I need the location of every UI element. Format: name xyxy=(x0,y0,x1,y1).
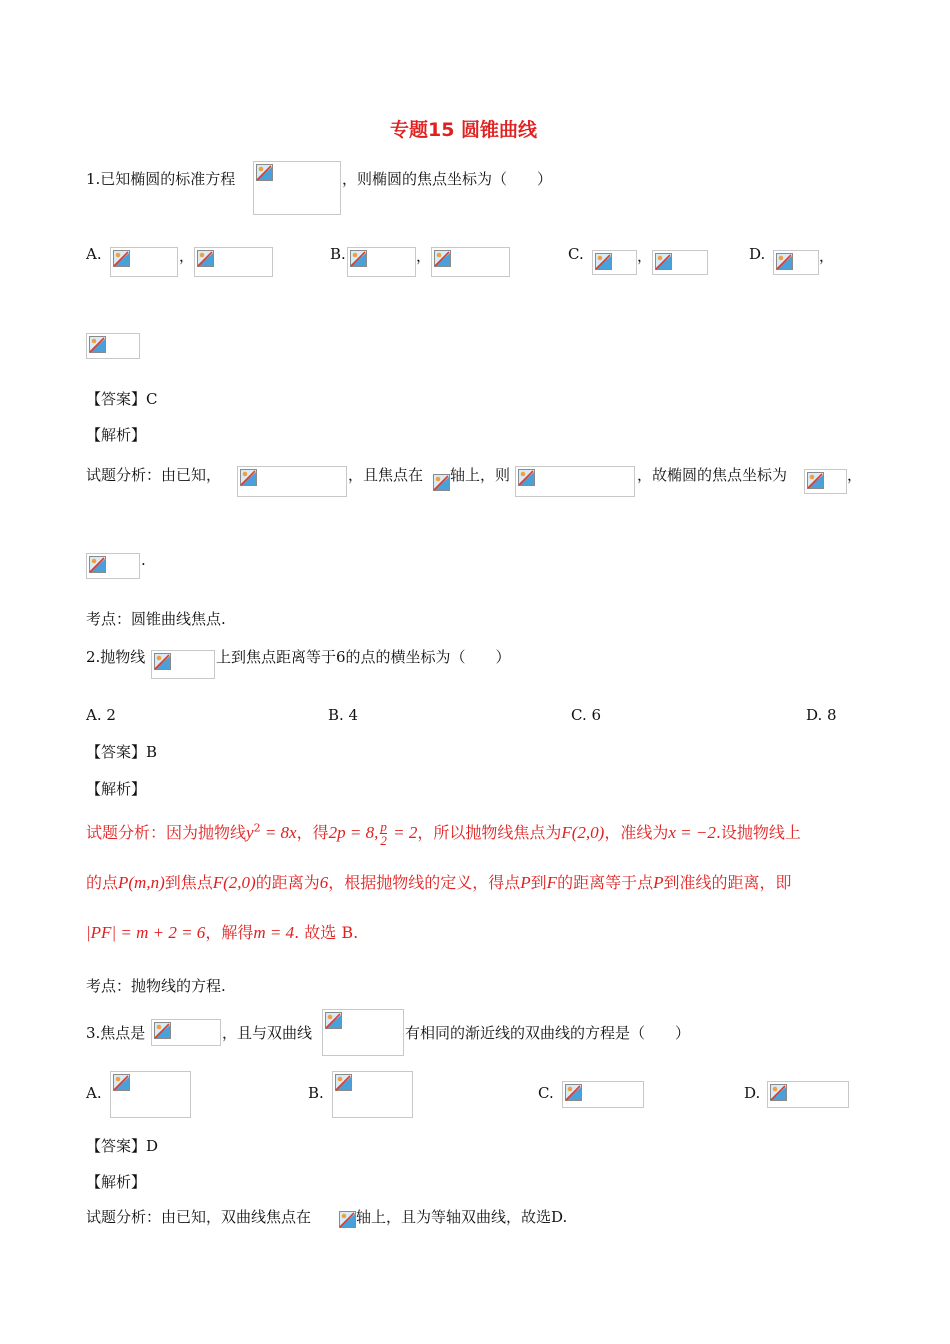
broken-image-icon xyxy=(770,1084,787,1101)
q1-option-a-label: A. xyxy=(86,245,102,263)
q3-analysis-text-a: 试题分析：由已知，双曲线焦点在 xyxy=(86,1208,312,1226)
q1-analysis-text-c: 轴上，则 xyxy=(450,466,511,484)
q2-option-a: A. 2 xyxy=(86,706,116,724)
q1-analysis-image-1 xyxy=(237,466,347,497)
q1-analysis-text-a: 试题分析：由已知， xyxy=(86,466,222,484)
q2-option-c: C. 6 xyxy=(571,706,602,724)
q2-stem-a: 2.抛物线 xyxy=(86,648,146,666)
broken-image-icon xyxy=(776,253,793,270)
broken-image-icon xyxy=(434,250,451,267)
q1-option-d-label: D. xyxy=(749,245,766,263)
math: P xyxy=(653,873,664,892)
q1-option-c-image-1 xyxy=(592,250,637,275)
broken-image-icon xyxy=(565,1084,582,1101)
text: ，解得 xyxy=(205,923,254,942)
text: 的距离为 xyxy=(255,873,320,892)
q1-option-d-image-2 xyxy=(86,333,140,359)
broken-image-icon xyxy=(518,469,535,486)
broken-image-icon xyxy=(154,1022,171,1039)
math: 6 xyxy=(319,873,329,892)
q2-answer: 【答案】B xyxy=(86,743,158,761)
text: 的点 xyxy=(86,873,119,892)
math: P xyxy=(520,873,531,892)
comma: ， xyxy=(179,247,195,265)
math: |PF| = m + 2 = 6 xyxy=(86,923,206,942)
q3-analysis-text-b: 轴上，且为等轴双曲线，故选D. xyxy=(356,1208,568,1226)
q3-option-d-label: D. xyxy=(744,1084,761,1102)
broken-image-icon xyxy=(113,250,130,267)
broken-image-icon xyxy=(595,253,612,270)
q1-option-b-label: B. xyxy=(330,245,346,263)
q2-analysis-line-3 xyxy=(86,920,358,943)
q3-analysis-heading: 【解析】 xyxy=(86,1173,147,1191)
q1-option-a-image-2 xyxy=(194,247,273,277)
q3-analysis-axis-image xyxy=(337,1209,356,1229)
math-2p: 2p = 8, xyxy=(328,823,379,842)
q3-stem-a: 3.焦点是 xyxy=(86,1024,146,1042)
q1-kaodian: 考点：圆锥曲线焦点. xyxy=(86,610,226,628)
text: . 故选 B. xyxy=(294,923,359,942)
broken-image-icon xyxy=(256,164,273,181)
q1-analysis-text-d: ，故椭圆的焦点坐标为 xyxy=(637,466,788,484)
q1-answer: 【答案】C xyxy=(86,390,158,408)
broken-image-icon xyxy=(154,653,171,670)
q1-option-d-image-1 xyxy=(773,250,819,275)
comma: ， xyxy=(819,247,835,265)
text: ，得 xyxy=(296,823,329,842)
broken-image-icon xyxy=(197,250,214,267)
q1-analysis-period: . xyxy=(141,551,146,569)
text: ，根据抛物线的定义，得点 xyxy=(328,873,521,892)
math-fraction xyxy=(380,820,387,847)
text: 的距离等于点 xyxy=(557,873,654,892)
math-2: 2 xyxy=(380,833,387,848)
q1-analysis-image-2 xyxy=(515,466,635,497)
q2-option-d: D. 8 xyxy=(806,706,837,724)
text: ，所以抛物线焦点为 xyxy=(417,823,562,842)
math: F(2,0) xyxy=(212,873,256,892)
q2-option-b: B. 4 xyxy=(328,706,359,724)
q3-option-a-label: A. xyxy=(86,1084,102,1102)
q1-option-c-label: C. xyxy=(568,245,584,263)
q1-option-a-image-1 xyxy=(110,247,178,277)
q3-hyperbola-image xyxy=(322,1009,404,1056)
broken-image-icon xyxy=(655,253,672,270)
q1-option-b-image-1 xyxy=(347,247,416,277)
broken-image-icon xyxy=(350,250,367,267)
q2-kaodian: 考点：抛物线的方程. xyxy=(86,977,226,995)
q1-stem-b: ，则椭圆的焦点坐标为（ ） xyxy=(342,170,553,188)
q1-analysis-image-axis xyxy=(431,472,450,492)
q1-analysis-image-3 xyxy=(804,469,847,494)
q3-stem-c: 有相同的渐近线的双曲线的方程是（ ） xyxy=(405,1024,691,1042)
q2-equation-image xyxy=(151,650,215,679)
q3-option-a-image xyxy=(110,1071,191,1118)
q2-analysis-line-2 xyxy=(86,870,791,893)
q1-option-b-image-2 xyxy=(431,247,510,277)
broken-image-icon xyxy=(335,1074,352,1091)
math: m = 4 xyxy=(253,923,295,942)
broken-image-icon xyxy=(325,1012,342,1029)
q2-stem-b: 上到焦点距离等于6的点的横坐标为（ ） xyxy=(216,648,511,666)
math-exponent: 2 xyxy=(253,821,261,835)
q1-option-c-image-2 xyxy=(652,250,708,275)
q1-equation-image xyxy=(253,161,341,215)
broken-image-icon xyxy=(240,469,257,486)
q3-stem-b: ，且与双曲线 xyxy=(222,1024,313,1042)
math-eq2: = 2 xyxy=(388,823,418,842)
text: 试题分析：因为抛物线 xyxy=(86,823,247,842)
comma: ， xyxy=(637,247,653,265)
broken-image-icon xyxy=(339,1211,356,1228)
q1-analysis-text-b: ，且焦点在 xyxy=(348,466,424,484)
q3-answer: 【答案】D xyxy=(86,1137,159,1155)
q3-option-d-image xyxy=(767,1081,849,1108)
text: .设抛物线上 xyxy=(715,823,801,842)
comma: ， xyxy=(416,247,432,265)
text: 到 xyxy=(530,873,547,892)
broken-image-icon xyxy=(89,556,106,573)
math-y: y xyxy=(246,823,254,842)
math: P(m,n) xyxy=(118,873,165,892)
q3-option-c-label: C. xyxy=(538,1084,554,1102)
q3-focus-image xyxy=(151,1019,221,1046)
math-focus: F(2,0) xyxy=(561,823,605,842)
q1-analysis-image-4 xyxy=(86,553,140,579)
broken-image-icon xyxy=(433,474,450,491)
q2-analysis-heading: 【解析】 xyxy=(86,780,147,798)
text: 到焦点 xyxy=(164,873,213,892)
broken-image-icon xyxy=(807,472,824,489)
math: F xyxy=(546,873,558,892)
q1-analysis-heading: 【解析】 xyxy=(86,426,147,444)
broken-image-icon xyxy=(89,336,106,353)
q3-option-b-label: B. xyxy=(308,1084,324,1102)
q1-stem-a: 1.已知椭圆的标准方程 xyxy=(86,170,236,188)
math-p: p xyxy=(380,819,387,834)
math-eq: = 8x xyxy=(260,823,297,842)
math-directrix: x = −2 xyxy=(668,823,716,842)
q3-option-b-image xyxy=(332,1071,413,1118)
q3-option-c-image xyxy=(562,1081,644,1108)
text: ，准线为 xyxy=(604,823,669,842)
q2-analysis-line-1 xyxy=(86,820,801,847)
page-title: 专题15 圆锥曲线 xyxy=(390,119,538,141)
text: 到准线的距离，即 xyxy=(663,873,792,892)
broken-image-icon xyxy=(113,1074,130,1091)
q1-analysis-text-e: ， xyxy=(847,466,863,484)
